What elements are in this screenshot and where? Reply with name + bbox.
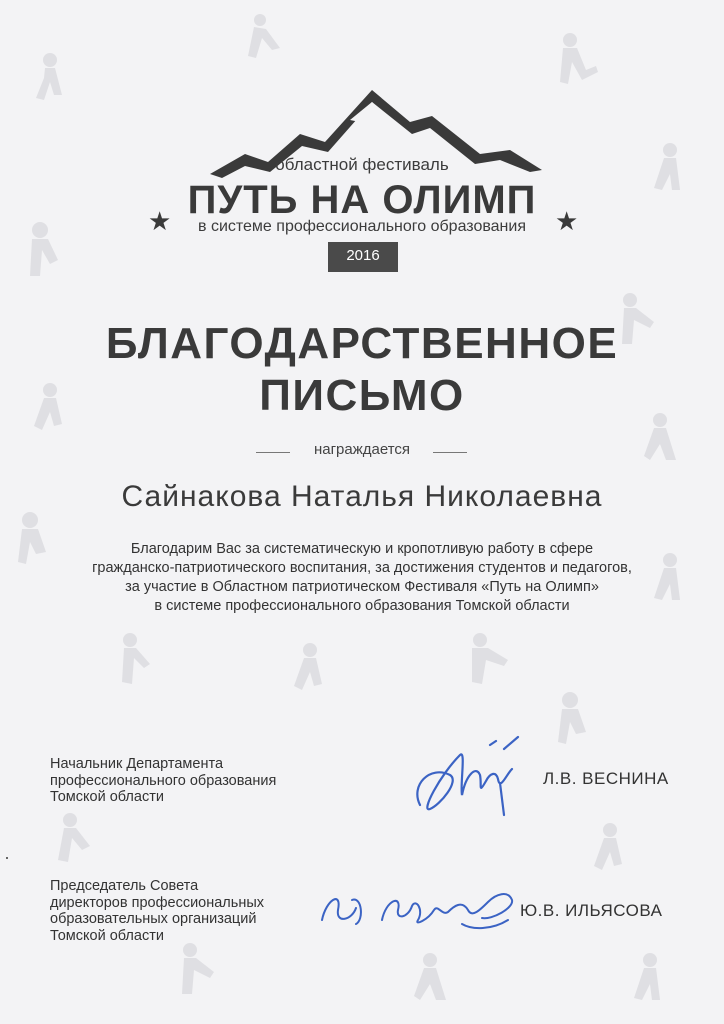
signature-icon [400, 735, 540, 825]
position-line: директоров профессиональных [50, 894, 265, 911]
body-line: Благодарим Вас за систематическую и кропотливую работу в сфере [130, 541, 594, 557]
year-badge: 2016 [328, 242, 398, 272]
position-line: Томской области [50, 927, 164, 944]
divider [433, 452, 467, 453]
awarded-label: награждается [313, 441, 411, 458]
position-line: Начальник Департамента [50, 756, 224, 772]
signatory-name: Л.В. ВЕСНИНА [543, 769, 669, 788]
scan-speck [6, 857, 8, 859]
star-icon: ★ [148, 206, 172, 236]
signatory-name: Ю.В. ИЛЬЯСОВА [520, 901, 663, 920]
document-title-line2: ПИСЬМО [259, 371, 465, 420]
body-text [60, 540, 664, 616]
festival-subtitle: областной фестиваль [275, 155, 449, 174]
body-line: за участие в Областном патриотическом Фестиваля «Путь на Олимп» [125, 579, 599, 595]
position-line: профессионального образования [50, 772, 277, 789]
position-line: Председатель Совета [50, 878, 199, 894]
body-line: гражданско-патриотического воспитания, за достижения студентов и педагогов, [92, 560, 632, 576]
signatory-position [50, 878, 264, 944]
recipient-name: Сайнакова Наталья Николаевна [121, 480, 603, 513]
document-title-line1: БЛАГОДАРСТВЕННОЕ [105, 319, 619, 368]
signatory-position [50, 756, 276, 806]
signature-icon [312, 880, 522, 940]
position-line: Томской области [50, 789, 164, 805]
body-line: в системе профессионального образования Томской области [154, 598, 570, 614]
position-line: образовательных организаций [50, 911, 257, 927]
festival-title: ПУТЬ НА ОЛИМП [187, 178, 537, 222]
document-title [0, 318, 724, 422]
festival-tagline: в системе профессионального образования [198, 218, 526, 235]
star-icon: ★ [555, 206, 579, 236]
